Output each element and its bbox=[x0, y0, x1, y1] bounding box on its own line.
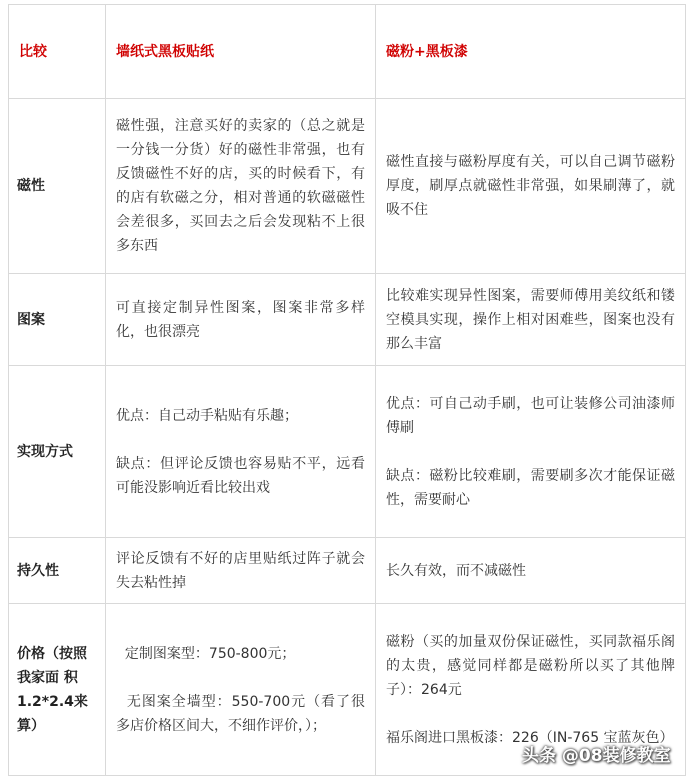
cell-paint-method: 优点：可自己动手刷，也可让装修公司油漆师傅刷 缺点：磁粉比较难刷，需要刷多次才能保证磁性，需要耐心 bbox=[376, 366, 686, 538]
row-label-pattern: 图案 bbox=[9, 274, 106, 366]
table-row bbox=[9, 366, 686, 538]
cell-sticker-durability: 评论反馈有不好的店里贴纸过阵子就会失去粘性掉 bbox=[106, 538, 376, 604]
row-label-price: 价格（按照我家面 积 1.2*2.4来算） bbox=[9, 604, 106, 776]
watermark: 头条 @08装修教室 bbox=[522, 746, 671, 766]
header-compare: 比较 bbox=[9, 5, 106, 99]
header-magnetic-paint: 磁粉+黑板漆 bbox=[376, 5, 686, 99]
header-row bbox=[9, 5, 686, 99]
cell-paint-magnetism: 磁性直接与磁粉厚度有关，可以自己调节磁粉厚度，刷厚点就磁性非常强，如果刷薄了，就吸不住 bbox=[376, 99, 686, 274]
row-label-method: 实现方式 bbox=[9, 366, 106, 538]
cell-sticker-magnetism: 磁性强，注意买好的卖家的（总之就是一分钱一分货）好的磁性非常强，也有反馈磁性不好的店，买的时候看下，有的店有软磁之分，相对普通的软磁磁性会差很多，买回去之后会发现粘不上很多东西 bbox=[106, 99, 376, 274]
header-wallpaper-sticker: 墙纸式黑板贴纸 bbox=[106, 5, 376, 99]
cell-paint-price: 磁粉（买的加量双份保证磁性，买同款福乐阁的太贵，感觉同样都是磁粉所以买了其他牌子）：264元 福乐阁进口黑板漆：226（IN-765 宝蓝灰色） bbox=[376, 604, 686, 776]
row-label-magnetism: 磁性 bbox=[9, 99, 106, 274]
cell-paint-pattern: 比较难实现异性图案，需要师傅用美纹纸和镂空模具实现，操作上相对困难些，图案也没有那么丰富 bbox=[376, 274, 686, 366]
row-label-durability: 持久性 bbox=[9, 538, 106, 604]
table-row bbox=[9, 99, 686, 274]
table-row bbox=[9, 538, 686, 604]
cell-paint-durability: 长久有效，而不减磁性 bbox=[376, 538, 686, 604]
cell-sticker-method: 优点：自己动手粘贴有乐趣； 缺点：但评论反馈也容易贴不平，远看可能没影响近看比较出戏 bbox=[106, 366, 376, 538]
cell-sticker-pattern: 可直接定制异性图案，图案非常多样化，也很漂亮 bbox=[106, 274, 376, 366]
comparison-table bbox=[8, 4, 686, 776]
cell-sticker-price: 定制图案型：750-800元； 无图案全墙型：550-700元（看了很多店价格区间大，不细作评价，）； bbox=[106, 604, 376, 776]
table-row bbox=[9, 274, 686, 366]
